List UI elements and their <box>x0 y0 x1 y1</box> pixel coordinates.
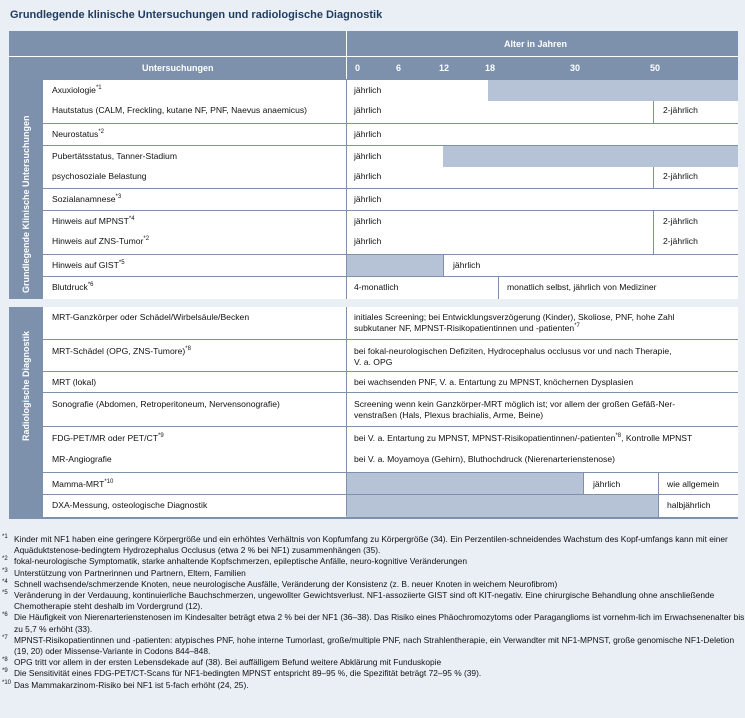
exam-header: Untersuchungen <box>142 63 214 73</box>
row-label: Hinweis auf ZNS-Tumor <box>52 236 144 246</box>
row-label: Sozialanamnese <box>52 194 116 204</box>
footnote: *5 Veränderung in der Verdauung, kontinuierliche Bauchschmerzen, ungewollter Gewichtsverlust. NF1-assoziierte GIST sind oft KIT-negativ. Eine chirurgische Behandlung ohne anschließende Chemotherapie steht deshalb im Vordergrund (12). <box>2 590 715 612</box>
table-row: MRT-Ganzkörper oder Schädel/Wirbelsäule/Becken initiales Screening; bei Entwicklungsverzögerung (Kinder), Skoliose, PNF, hohe Zahl subkutaner NF, MPNST-Risikopatientinnen und -patienten$^{*7}$ <box>43 307 738 339</box>
footnote: *10 Das Mammakarzinom-Risiko bei NF1 ist 5-fach erhöht (24, 25). <box>2 679 249 690</box>
row-label: FDG-PET/MR oder PET/CT <box>52 433 158 443</box>
schedule-table <box>9 31 738 518</box>
row-value: jährlich <box>354 236 382 246</box>
row-value: bei V. a. Moyamoya (Gehirn), Bluthochdruck (Nierenarterienstenose) <box>354 454 615 464</box>
row-label: Hinweis auf MPNST <box>52 216 129 226</box>
row-label: psychosoziale Belastung <box>52 171 147 181</box>
row-label: DXA-Messung, osteologische Diagnostik <box>52 500 208 510</box>
table-row: Blutdruck$^{*6}$ 4-monatlich monatlich selbst, jährlich von Mediziner <box>43 276 738 299</box>
footnote: *6 Die Häufigkeit von Nierenarterienstenosen im Kindesalter beträgt etwa 2 % bei der NF1 (36–38). Das Risiko eines Phäochromozytoms oder Paraganglioms ist vornehm-lich im Erwachsenenalter bis zu 5,7 % erhöht (33). <box>2 612 745 634</box>
row-value: bei wachsenden PNF, V. a. Entartung zu MPNST, knöchernen Dysplasien <box>354 377 634 387</box>
shaded-range <box>443 146 738 168</box>
table-row: Hinweis auf GIST$^{*5}$ jährlich <box>43 254 738 277</box>
age-tick: 6 <box>396 63 402 73</box>
row-label: MRT (lokal) <box>52 377 97 387</box>
age-tick: 0 <box>355 63 361 73</box>
row-value: venstraßen (Hals, Plexus brachialis, Arme, Beine) <box>354 410 544 420</box>
footnotes <box>0 534 745 691</box>
row-value-later: halbjährlich <box>667 500 711 510</box>
row-label: MRT-Ganzkörper oder Schädel/Wirbelsäule/Becken <box>52 312 250 322</box>
table-row <box>43 101 738 123</box>
row-value: jährlich <box>354 105 382 115</box>
age-tick: 18 <box>485 63 496 73</box>
shaded-range <box>346 473 583 495</box>
row-label: Hautstatus (CALM, Freckling, kutane NF, PNF, Naevus anaemicus) <box>52 105 308 115</box>
age-tick: 30 <box>570 63 581 73</box>
shaded-range <box>346 255 443 277</box>
table-row <box>43 145 738 168</box>
row-label: Mamma-MRT <box>52 479 105 489</box>
row-value: jährlich <box>354 216 382 226</box>
age-tick: 12 <box>439 63 450 73</box>
clinical-side-label: Grundlegende Klinische Untersuchungen <box>21 115 31 293</box>
table-row: FDG-PET/MR oder PET/CT$^{*9}$ bei V. a. Entartung zu MPNST, MPNST-Risikopatientinnen/-patienten$^{*8}$, Kontrolle MPNST <box>43 426 738 449</box>
header-divider <box>346 31 347 79</box>
table-row: Axuxiologie$^{*1}$ jährlich <box>43 79 738 102</box>
row-label: Neurostatus <box>52 129 99 139</box>
table-row <box>43 448 738 472</box>
table-row <box>43 392 738 427</box>
row-label: MRT-Schädel (OPG, ZNS-Tumore) <box>52 346 186 356</box>
footnote: *8 OPG tritt vor allem in der ersten Lebensdekade auf (38). Bei auffälligem Befund weitere Abklärung mit Funduskopie <box>2 657 442 668</box>
row-label: Hinweis auf GIST <box>52 260 119 270</box>
footnote: *4 Schnell wachsende/schmerzende Knoten, neue neurologische Ausfälle, Veränderung der Konsistenz (z. B. neuer Knoten in weichem Neurofibrom) <box>2 578 558 589</box>
table-row <box>43 167 738 188</box>
row-value-later: 2-jährlich <box>663 216 698 226</box>
table-row: Hinweis auf ZNS-Tumor$^{*2}$ jährlich 2-jährlich <box>43 232 738 254</box>
table-row: MRT-Schädel (OPG, ZNS-Tumore)$^{*8}$ bei fokal-neurologischen Defiziten, Hydrocephalus occlusus vor und nach Therapie, V. a. OPG <box>43 339 738 372</box>
row-label: Blutdruck <box>52 282 88 292</box>
shaded-range <box>488 80 738 102</box>
row-value: subkutaner NF, MPNST-Risikopatientinnen und -patienten <box>354 323 575 333</box>
row-value: jährlich <box>354 194 382 204</box>
row-value: jährlich <box>453 260 481 270</box>
age-header: Alter in Jahren <box>504 39 568 49</box>
footnote: *2 fokal-neurologische Symptomatik, starke anhaltende Kopfschmerzen, epileptische Anfälle, neuro-kognitive Veränderungen <box>2 556 467 567</box>
row-value: jährlich <box>354 151 382 161</box>
table-row: Neurostatus$^{*2}$ jährlich <box>43 123 738 146</box>
row-value-later: 2-jährlich <box>663 105 698 115</box>
footnote: *7 MPNST-Risikopatientinnen und -patienten: atypisches PNF, hohe interne Tumorlast, große/multiple PNF, nach Strahlentherapie, ein Verwandter mit NF1-MPNST, große genomische NF1-Deletion (19, 20) oder Missense-Variante in Codons 844–848. <box>2 634 735 657</box>
row-value: jährlich <box>354 171 382 181</box>
row-value-later: 2-jährlich <box>663 236 698 246</box>
table-title: Grundlegende klinische Untersuchungen und radiologische Diagnostik <box>10 9 383 21</box>
table-row: Hinweis auf MPNST$^{*4}$ jährlich 2-jährlich <box>43 210 738 233</box>
header-band-bottom <box>9 56 738 80</box>
row-value: jährlich <box>354 85 382 95</box>
row-value: bei fokal-neurologischen Defiziten, Hydrocephalus occlusus vor und nach Therapie, <box>354 346 672 356</box>
row-value: bei V. a. Entartung zu MPNST, MPNST-Risikopatientinnen/-patienten <box>354 433 616 443</box>
age-tick: 50 <box>650 63 661 73</box>
row-value: V. a. OPG <box>354 357 393 367</box>
row-value: 4-monatlich <box>354 282 399 292</box>
table-row <box>43 494 738 517</box>
row-label: Pubertätsstatus, Tanner-Stadium <box>52 151 177 161</box>
row-value-later: monatlich selbst, jährlich von Mediziner <box>507 282 657 292</box>
row-value-later: wie allgemein <box>667 479 720 489</box>
row-label: MR-Angiografie <box>52 454 112 464</box>
footnote: *1 Kinder mit NF1 haben eine geringere Körpergröße und ein erhöhtes Verhältnis von Kopfumfang zu Körpergröße (34). Ein Perzentilen-schneidendes Wachstum des Kopf-umfangs kann mit einer Aquäduktstenose-bedingtem Hydrozephalus Occlusus (etwa 2 % bei NF1) zusammenhängen (35). <box>2 534 728 556</box>
footnote: *9 Die Sensitivität eines FDG-PET/CT-Scans für NF1-bedingten MPNST entspricht 89–95 %, die Spezifität beträgt 72–95 % (39). <box>2 668 482 679</box>
footnote: *3 Unterstützung von Partnerinnen und Partnern, Eltern, Familien <box>2 567 246 578</box>
row-label: Axuxiologie <box>52 85 96 95</box>
row-value-later: 2-jährlich <box>663 171 698 181</box>
table-row: Sozialanamnese$^{*3}$ jährlich <box>43 188 738 211</box>
row-value: initiales Screening; bei Entwicklungsverzögerung (Kinder), Skoliose, PNF, hohe Zahl <box>354 312 675 322</box>
table-row <box>43 371 738 393</box>
row-value: jährlich <box>354 129 382 139</box>
row-value: jährlich <box>593 479 621 489</box>
row-label: Sonografie (Abdomen, Retroperitoneum, Nervensonografie) <box>52 399 280 409</box>
radiology-side-label: Radiologische Diagnostik <box>21 330 31 441</box>
shaded-range <box>346 495 658 517</box>
header-band-top <box>9 31 738 56</box>
row-value: Screening wenn kein Ganzkörper-MRT möglich ist; vor allem der großen Gefäß-Ner- <box>354 399 676 409</box>
table-row: Mamma-MRT$^{*10}$ jährlich wie allgemein <box>43 472 738 495</box>
